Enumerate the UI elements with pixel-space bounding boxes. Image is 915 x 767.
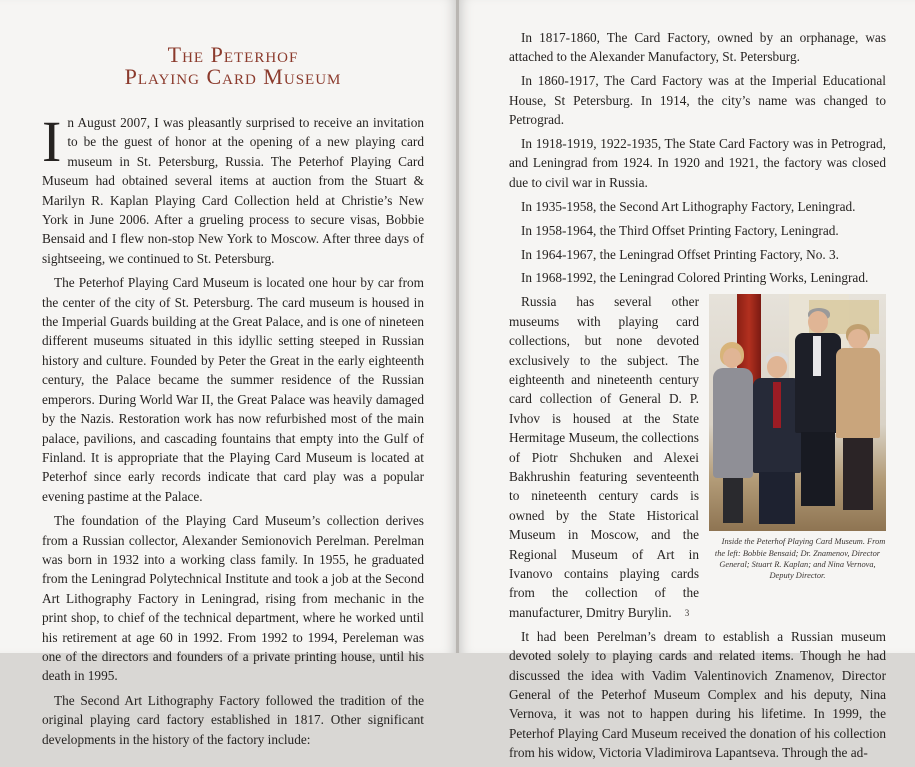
dream-paragraph: It had been Perelman’s dream to establish a Russian museum devoted solely to playing cards and related items. Though he had discussed the idea with Vadim Valentinovich Znamenov, Director General of the Peterhof Museum Complex and his deputy, Nina Vernova, it was not to happen during his lifetime. In 1999, the Peterhof Playing Card Museum received the donation of his collection from his widow, Victoria Vladimirova Lapantseva. Through the ad- <box>509 628 886 761</box>
intro-paragraph-text: n August 2007, I was pleasantly surprised to receive an invitation to be the guest of honor at the opening of a new playing card museum in St. Petersburg, Russia. The Peterhof Playing Card Museum had obtained several items at auction from the Stuart & Marilyn R. Kaplan Playing Card Collection held at Christie’s New York in June 2006. After a grueling process to secure visas, Bobbie Bensaid and I flew non-stop New York to Moscow. After three days of sightseeing, we continued to St. Petersburg. <box>42 115 424 266</box>
museum-location-paragraph: The Peterhof Playing Card Museum is located one hour by car from the center of the city of St. Petersburg. The card museum is housed in the Imperial Guards building at the Great Palace, and is one of nineteen different museums situated in this idyllic setting steeped in Russian history and culture. Founded by Peter the Great in the early eighteenth century, the Palace became the summer residence of the Russian emperors. During World War II, the Great Palace was heavily damaged by the Nazis. Restoration work has now refurbished most of the main palace, pavilions, and cascading fountains that empty into the Gulf of Finland. It is appropriate that the Playing Card Museum is located at Peterhof since early records indicate that card play was a popular evening pastime at the Palace. <box>42 275 424 504</box>
right-text-column <box>509 28 886 767</box>
drop-cap: I <box>42 109 62 174</box>
museum-photo <box>709 294 886 531</box>
photo-caption: Inside the Peterhof Playing Card Museum. From the left: Bobbie Bensaid; Dr. Znamenov, Director General; Stuart R. Kaplan; and Nina Vernova, Deputy Director. <box>714 537 886 580</box>
intro-paragraph <box>42 109 424 268</box>
museum-photo-figure <box>709 294 886 581</box>
history-item: In 1918-1919, 1922-1935, The State Card Factory was in Petrograd, and Leningrad from 1924. In 1920 and 1921, the factory was closed due to civil war in Russia. <box>509 136 886 190</box>
history-item: In 1968-1992, the Leningrad Colored Printing Works, Leningrad. <box>521 270 869 286</box>
perelman-paragraph: The foundation of the Playing Card Museum’s collection derives from a Russian collector, Alexander Semionovich Perelman. Perelman was born in 1932 into a working class family. In 1955, he graduated from the Leningrad Polytechnical Institute and took a job at the Second Art Lithography Factory in Leningrad, rising from mechanic in the print shop, to chief of the technical department, where he worked until his retirement at age 60 in 1992. From 1992 to 1994, Pereleman was one of the directors and founders of a private printing house, until his death in 1995. <box>42 513 424 684</box>
page-number: 3 <box>684 608 690 618</box>
history-item: In 1964-1967, the Leningrad Offset Printing Factory, No. 3. <box>521 246 839 262</box>
right-page <box>459 0 915 761</box>
title-line-1: The Peterhof <box>167 42 299 67</box>
left-text-column <box>42 109 424 749</box>
history-item: In 1958-1964, the Third Offset Printing Factory, Leningrad. <box>521 222 839 238</box>
history-item: In 1935-1958, the Second Art Lithography Factory, Leningrad. <box>521 198 856 214</box>
history-item: In 1817-1860, The Card Factory, owned by an orphanage, was attached to the Alexander Manufactory, St. Petersburg. <box>509 30 886 65</box>
museums-paragraph-text: Russia has several other museums with playing card collections, but none devoted exclusively to the subject. The eighteenth and nineteenth century card collection of General D. P. Ivhov is housed at the State Hermitage Museum, the collections of Piotr Shchuken and Alexei Bakhrushin featuring seventeenth to nineteenth century cards is owned by the State Historical Museum in Moscow, and the Regional Museum of Art in Ivanovo contains playing cards from the collection of the manufacturer, Dmitry Burylin. <box>509 294 699 620</box>
article-title <box>42 44 424 88</box>
title-line-2: Playing Card Museum <box>124 64 342 89</box>
factory-paragraph: The Second Art Lithography Factory followed the tradition of the original playing card factory established in 1817. Other significant developments in the history of the factory include: <box>42 692 424 747</box>
history-item: In 1860-1917, The Card Factory was at the Imperial Educational House, St Petersburg. In 1914, the city’s name was changed to Petrograd. <box>509 73 886 128</box>
left-page <box>0 0 456 747</box>
museums-paragraph <box>509 292 886 622</box>
